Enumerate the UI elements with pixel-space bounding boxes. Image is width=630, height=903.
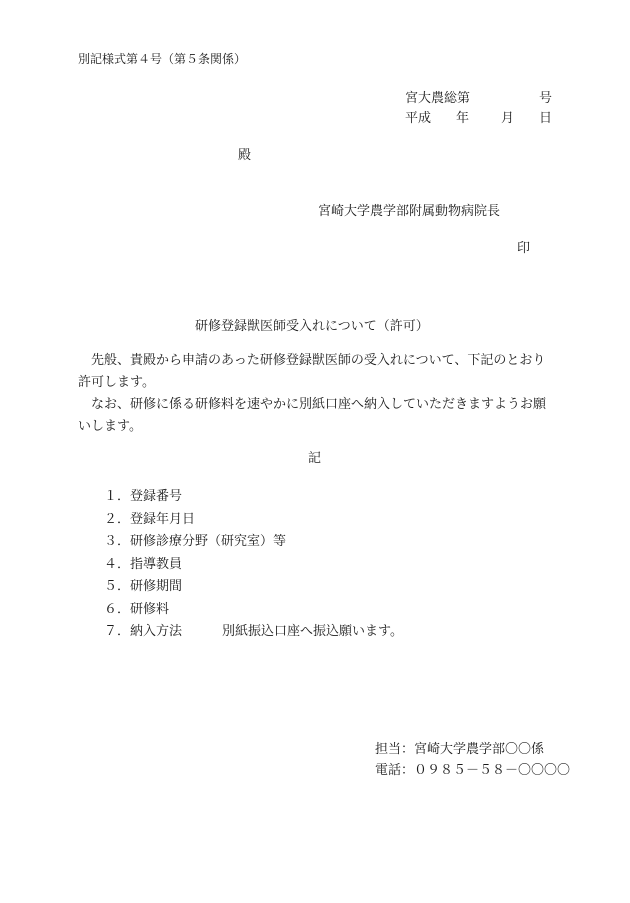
item-number: ７． (104, 624, 131, 639)
item-label: 指導教員 (130, 556, 183, 572)
list-item (104, 509, 286, 532)
contact-person: 担当：宮崎大学農学部〇〇係 (375, 742, 545, 757)
document-title: 研修登録獣医師受入れについて（許可） (195, 319, 429, 334)
item-label: 登録年月日 (130, 511, 196, 527)
date-era: 平成 (405, 111, 432, 126)
form-number: 別記様式第４号（第５条関係） (78, 52, 247, 66)
items-list (104, 486, 403, 644)
list-item (104, 486, 286, 509)
item-label: 研修期間 (130, 579, 183, 594)
list-item (104, 531, 286, 554)
item-number: ４． (104, 556, 131, 572)
body-paragraph: 先般、貴殿から申請のあった研修登録獣医師の受入れについて、下記のとおり許可します。 (78, 353, 546, 390)
list-item (104, 621, 403, 644)
date-month-label: 月 (501, 111, 515, 126)
body-paragraph: なお、研修に係る研修料を速やかに別紙口座へ納入していただきますようお願いします。 (78, 397, 547, 434)
item-number: ３． (104, 534, 131, 549)
sender-title: 宮崎大学農学部附属動物病院長 (318, 204, 501, 219)
addressee-honorific: 殿 (238, 148, 252, 163)
item-number: ２． (104, 511, 131, 527)
item-number: ５． (104, 579, 131, 594)
document-number-suffix: 号 (539, 91, 553, 106)
body-text (78, 350, 553, 438)
document-number-prefix: 宮大農総第 (405, 91, 471, 106)
date-day-label: 日 (539, 111, 553, 126)
date-year-label: 年 (456, 111, 470, 126)
item-number: １． (104, 489, 131, 504)
item-label: 登録番号 (130, 489, 183, 504)
item-number: ６． (104, 601, 131, 617)
ki-heading: 記 (308, 451, 322, 466)
list-item (104, 599, 286, 622)
item-label: 研修診療分野（研究室）等 (130, 534, 287, 549)
item-value: 別紙振込口座へ振込願います。 (222, 624, 403, 639)
item-label: 納入方法 (130, 624, 183, 639)
seal-mark: 印 (517, 241, 531, 256)
contact-phone: 電話：０９８５－５８－〇〇〇〇 (375, 763, 571, 778)
item-label: 研修料 (130, 601, 170, 617)
list-item (104, 554, 286, 577)
list-item (104, 576, 286, 599)
